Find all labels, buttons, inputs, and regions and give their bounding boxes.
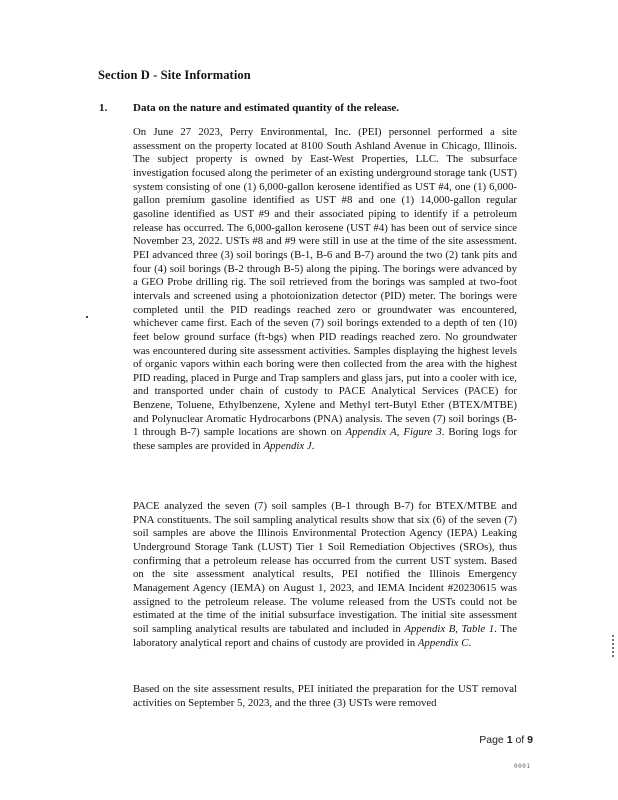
scan-margin-marks [612, 635, 614, 657]
page-of: of [515, 734, 525, 746]
item-heading: Data on the nature and estimated quantity of the release. [133, 102, 400, 114]
paragraph-text: . [311, 440, 315, 453]
scan-artifact-dot [86, 316, 88, 318]
bates-stamp: 0001 [514, 763, 531, 770]
section-title: Section D - Site Information [98, 68, 251, 82]
item-number: 1. [99, 102, 108, 114]
paragraph-text: On June 27 2023, Perry Environmental, Inc. (PEI) personnel performed a site assessment on the property located at 8100 South Ashland Avenue in Chicago, Illinois. The subject property is owned by East-West Properties, LLC. The subsurface investigation focused along the perimeter of an existing underground storage tank (UST) system consisting of one (1) 6,000-gallon kerosene identified as UST #4, one (1) 6,000-gallon premium gasoline identified as UST #8 and one (1) 14,000-gallon regular gasoline identified as UST #9 and their associated piping to identify if a petroleum release has occurred. The 6,000-gallon kerosene (UST #4) has been out of service since November 23, 2022. USTs #8 and #9 were still in use at the time of the site assessment. PEI advanced three (3) soil borings (B-1, B-6 and B-7) around the two (2) tank pits and four (4) soil borings (B-2 through B-5) along the piping. The borings were advanced by a GEO Probe drilling rig. The soil retrieved from the borings was sampled at two-foot intervals and screened using a photoionization detector (PID) meter. The borings were completed until the PID readings reached zero or groundwater was encountered, whichever came first. Each of the seven (7) soil borings extended to a depth of ten (10) feet below ground surface (ft-bgs) when PID readings reached zero. No groundwater was encountered during site assessment activities. Samples displaying the highest levels of organic vapors within each boring were then collected from the area with the highest PID reading, placed in Purge and Trap samplers and glass jars, put into a cooler with ice, and transported under chain of custody to PACE Analytical Services (PACE) for Benzene, Toluene, Ethylbenzene, Xylene and Methyl tert-Butyl Ether (BTEX/MTBE) and Polynuclear Aromatic Hydrocarbons (PNA) analysis. The seven (7) soil borings (B-1 through B-7) sample locations are shown on [133, 126, 517, 439]
appendix-reference: Appendix A, Figure 3 [345, 426, 442, 439]
page-word: Page [479, 734, 504, 746]
paragraph-text: . The laboratory analytical report and chains of custody are provided in [133, 622, 517, 649]
paragraph-text: PACE analyzed the seven (7) soil samples (B-1 through B-7) for BTEX/MTBE and PNA constituents. The soil sampling analytical results show that six (6) of the seven (7) soil samples are above the Illinois Environmental Protection Agency (IEPA) Leaking Underground Storage Tank (LUST) Tier 1 Soil Remediation Objectives (SROs), thus confirming that a petroleum release has occurred from the current UST system. Based on the site assessment analytical results, PEI notified the Illinois Emergency Management Agency (IEMA) on August 1, 2023, and IEMA Incident #20230615 was assigned to the petroleum release. The volume released from the USTs could not be estimated at the time of the initial subsurface investigation. The initial site assessment soil sampling analytical results are tabulated and included in [133, 500, 517, 635]
paragraph-analytical-results [133, 500, 517, 650]
paragraph-ust-removal [133, 683, 517, 710]
paragraph-text: . Boring logs for these samples are provided in [133, 426, 517, 453]
page-total: 9 [527, 734, 533, 746]
appendix-reference: Appendix J [263, 440, 312, 453]
appendix-reference: Appendix C [417, 636, 469, 649]
page-number [470, 734, 533, 746]
appendix-reference: Appendix B, Table 1 [404, 622, 495, 635]
paragraph-text: Based on the site assessment results, PEI initiated the preparation for the UST removal activities on September 5, 2023, and the three (3) USTs were removed [133, 683, 517, 709]
page-current: 1 [506, 734, 513, 746]
paragraph-site-assessment [133, 126, 517, 454]
paragraph-text: . [468, 636, 472, 649]
